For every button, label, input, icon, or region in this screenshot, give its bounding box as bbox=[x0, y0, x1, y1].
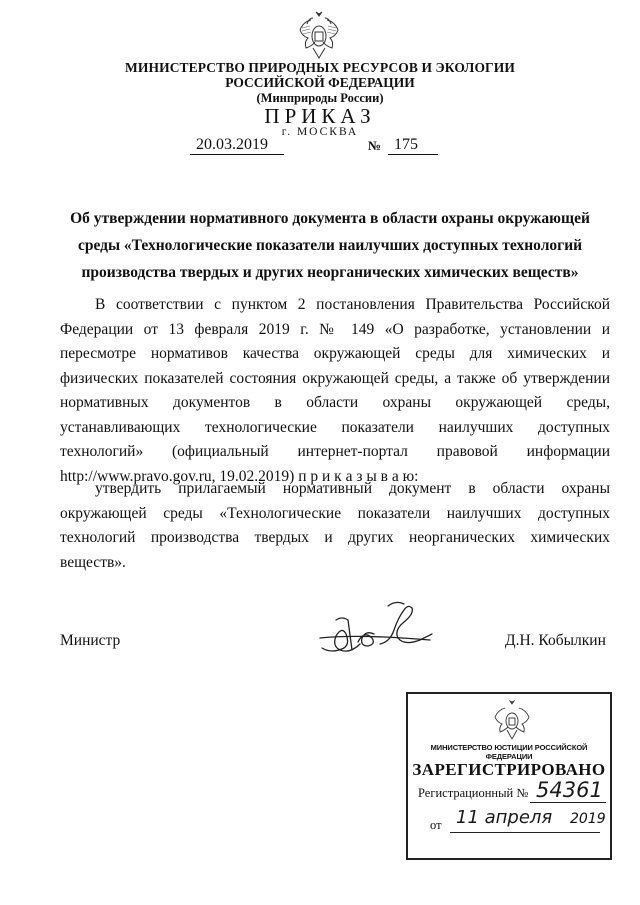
stamp-reg-number: 54361 bbox=[536, 778, 603, 802]
ministry-name-line1: МИНИСТЕРСТВО ПРИРОДНЫХ РЕСУРСОВ И ЭКОЛОГИИ bbox=[125, 60, 515, 75]
stamp-reg-number-label: Регистрационный № bbox=[418, 786, 529, 800]
title-line: производства твердых и других неорганических химических веществ» bbox=[81, 264, 579, 281]
coat-of-arms-emblem bbox=[296, 10, 342, 64]
city: г. МОСКВА bbox=[281, 126, 359, 138]
stamp-registration-date: 11 апреля bbox=[456, 807, 553, 828]
body-paragraph bbox=[60, 293, 610, 489]
order-number: 175 bbox=[388, 136, 438, 155]
paragraph-text: утвердить прилагаемый нормативный документ в области охраны окружающей среды «Технологические показатели наилучших доступных технологий производства твердых и других неорганических химических веществ». bbox=[60, 480, 610, 571]
registration-stamp bbox=[406, 692, 612, 860]
reg-number-underline bbox=[530, 802, 606, 803]
order-date: 20.03.2019 bbox=[190, 136, 284, 155]
stamp-emblem-icon bbox=[492, 700, 532, 742]
number-label: № bbox=[368, 138, 382, 153]
title-line: Об утверждении нормативного документа в области охраны окружающей bbox=[70, 210, 590, 227]
stamp-registered-label: ЗАРЕГИСТРИРОВАНО bbox=[412, 760, 606, 779]
signatory-name: Д.Н. Кобылкин bbox=[505, 632, 606, 649]
ministry-name-line2: РОССИЙСКОЙ ФЕДЕРАЦИИ bbox=[225, 75, 415, 90]
paragraph-text: В соответствии с пунктом 2 постановления Правительства Российской Федерации от 13 февраля 2019 г. № 149 «О разработке, установлении и пересмотре нормативов качества окружающей среды для химических и физических показателей состояния окружающей среды, а также об утверждении нормативных документов в области охраны окружающей среды, устанавливающих технологические показатели наилучших доступных технологий» (официальный интернет-портал правовой информации http://www.pravo.gov.ru, 19.02.2019) п р и к а з ы в а ю: bbox=[60, 296, 610, 485]
document-type: ПРИКАЗ bbox=[264, 104, 376, 128]
stamp-date-label: от bbox=[430, 818, 442, 832]
title-line: среды «Технологические показатели наилучших доступных технологий bbox=[77, 237, 583, 254]
document-title bbox=[70, 205, 590, 286]
ministry-short-name: (Минприроды России) bbox=[256, 91, 384, 105]
date-underline bbox=[450, 832, 600, 833]
stamp-registration-year: 2019 bbox=[570, 811, 606, 827]
stamp-ministry-name: МИНИСТЕРСТВО ЮСТИЦИИ РОССИЙСКОЙ ФЕДЕРАЦИИ bbox=[430, 743, 588, 761]
handwritten-signature bbox=[318, 598, 436, 666]
body-paragraph bbox=[60, 477, 610, 575]
signatory-position: Министр bbox=[60, 632, 121, 649]
